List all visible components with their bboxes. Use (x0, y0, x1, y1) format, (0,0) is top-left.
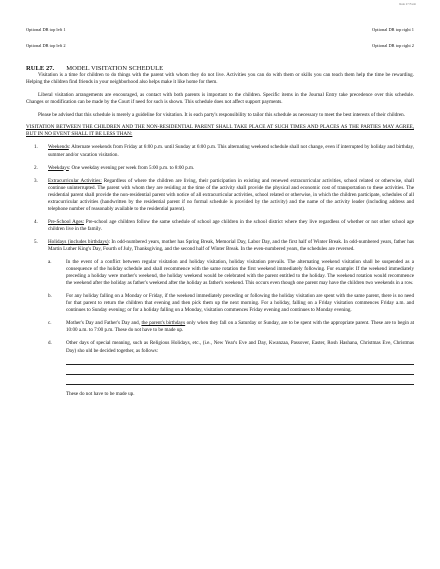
item-body: : One weekday evening per week from 5:00 p.m. to 8:00 p.m. (68, 164, 195, 171)
item-text (48, 219, 414, 233)
item-label: Weekends (48, 144, 69, 151)
item-text (48, 144, 414, 158)
item-number: 5. (34, 238, 38, 245)
subitem-d (48, 340, 414, 354)
subitem-letter: c. (48, 320, 52, 327)
subitem-letter: b. (48, 293, 52, 300)
header-left (26, 16, 66, 59)
subitem-text: Other days of special meaning, such as Religious Holidays, etc., (i.e., New Year's Eve and Day, Kwanzaa, Passover, Easter, Rosh Hashana, Christmas Eve, Christmas Day) sho uld be decided together, as follows: (66, 340, 414, 354)
header-right (372, 16, 414, 59)
subitem-b (48, 293, 414, 314)
subitem-a (48, 259, 414, 287)
item-number: 1. (34, 144, 38, 151)
page-header (26, 16, 414, 59)
item-body: : Alternate weekends from Friday at 6:00 p.m. until Sunday at 6:00 p.m. This alternating weekend schedule shall not change, even if interrupted by holiday and birthday, summer and/or vacation visitation. (48, 144, 414, 158)
schedule-title: MODEL VISITATION SCHEDULE (66, 65, 164, 73)
blank-line-3[interactable] (66, 375, 414, 385)
blank-line-2[interactable] (66, 365, 414, 375)
item-number: 4. (34, 218, 38, 225)
header-left-line-1: Optional DR top left 1 (26, 26, 66, 32)
footer-note: These do not have to be made up. (66, 390, 135, 397)
header-left-line-2: Optional DR top left 2 (26, 43, 66, 49)
item-label: Pre-School Ages: (48, 218, 85, 225)
item-body: Pre-school age children follow the same schedule of school age children in the school district where they live regardless of whether or not other school age children live in the family. (48, 218, 414, 232)
item-label: Extracurricular Activities: (48, 177, 102, 184)
item-preschool (26, 219, 414, 233)
subitem-text-underlined: the parent's birthdays (141, 320, 186, 327)
item-text (48, 178, 414, 213)
intro-paragraph-1: Visitation is a time for children to do things with the parent with whom they do not live. Activities you can do with them or skills you can teach them help the time be rewarding. Helping the children find friends in your neighborhood also helps make it like home for them. (26, 72, 414, 86)
intro-paragraph-3: Please be advised that this schedule is merely a guideline for visitation. It is each party's responsibility to tailor this schedule as necessary to meet the best interests of their children. (38, 112, 406, 119)
item-text (48, 239, 414, 253)
subitem-letter: d. (48, 340, 52, 347)
header-right-line-2: Optional DR top right 2 (372, 43, 414, 49)
subitem-text: In the event of a conflict between regular visitation and holiday visitation, holiday visitation prevails. The alternating weekend visitation shall be suspended as a consequence of the holiday schedule and shall recommence with the same rotation the first weekend immediately following. For example: If the weekend immediately preceding a holiday were mother's weekend, the holiday weekend would be celebrated with the parent entitled to the holiday. The weekend rotation would recommence the weekend after the holiday as father's weekend after the holiday as father's weekend. This occurs even though one parent may have the children two weekends in a row. (66, 259, 414, 287)
subitem-text-before: Mother's Day and Father's Day and, (66, 320, 142, 327)
subitem-text: For any holiday falling on a Monday or Friday, if the weekend immediately preceding or following the holiday visitation are spent with the same parent, there is no need for that parent to return the children that evening and then pick them up the next morning. For a holiday, falling on a Friday visitation commences Friday a.m. and continues to Sunday evening; or for a holiday falling on a Monday, visitation commences Friday evening and continues to Monday evening. (66, 293, 414, 314)
item-number: 2. (34, 164, 38, 171)
section-heading: VISITATION BETWEEN THE CHILDREN AND THE NON-RESIDENTIAL PARENT SHALL TAKE PLACE AT SUCH TIMES AND PLACES AS THE PARTIES MAY AGREE, BUT IN NO EVENT SHALL IT BE LESS THAN: (26, 124, 414, 138)
rule-number: RULE 27. (26, 65, 55, 73)
subitem-text-after: only when they fall on a Saturday or Sunday, are to be spent with the appropriate parent. These are to begin at 10:00 a.m. to 7:00 p.m. These do not have to be made up. (66, 320, 415, 334)
item-extracurricular (26, 178, 414, 213)
item-label: Weekdays (48, 164, 69, 171)
subitem-c (48, 320, 414, 334)
form-reference: Rule 27 Form (399, 2, 416, 6)
subitem-letter: a. (48, 259, 52, 266)
item-weekends (26, 144, 414, 158)
header-right-line-1: Optional DR top right 1 (372, 26, 414, 32)
item-body: Regardless of where the children are living, their participation in existing and renewed extracurricular activities, school related or otherwise, shall continue uninterrupted. The parent with whom they are residing at the time of the activity shall provide the physical and economic cost of transportation to these activities. The residential parent shall provide the non-residential parent with notice of all extracurricular activities, school related or otherwise, in which the children participate, schedules of all extracurricular activities (handwritten by the residential parent if no formal schedule is provided by the activity) and the name of the activity leader (including address and telephone number of reasonably available to the residential parent). (48, 177, 414, 212)
subitem-text (66, 320, 414, 334)
item-holidays (26, 239, 414, 253)
intro-paragraph-2: Liberal visitation arrangements are encouraged, as contact with both parents is important to the children. Specific items in the Journal Entry take precedence over this schedule. Changes or modification can be made by the Court if need for such is shown. This schedule does not affect support payments. (26, 92, 414, 106)
item-number: 3. (34, 177, 38, 184)
item-label: Holidays (includes birthdays) (48, 238, 109, 245)
item-weekdays (26, 165, 414, 172)
blank-line-1[interactable] (66, 355, 414, 365)
item-body: : In odd-numbered years, mother has Spring Break, Memorial Day, Labor Day, and the first half of Winter Break. In odd-numbered years, father has Martin Luther King's Day, Fourth of July, Thanksgiving, and the second half of Winter Break. In the even-numbered years, the schedules are reversed. (48, 238, 414, 252)
item-text (48, 165, 414, 172)
